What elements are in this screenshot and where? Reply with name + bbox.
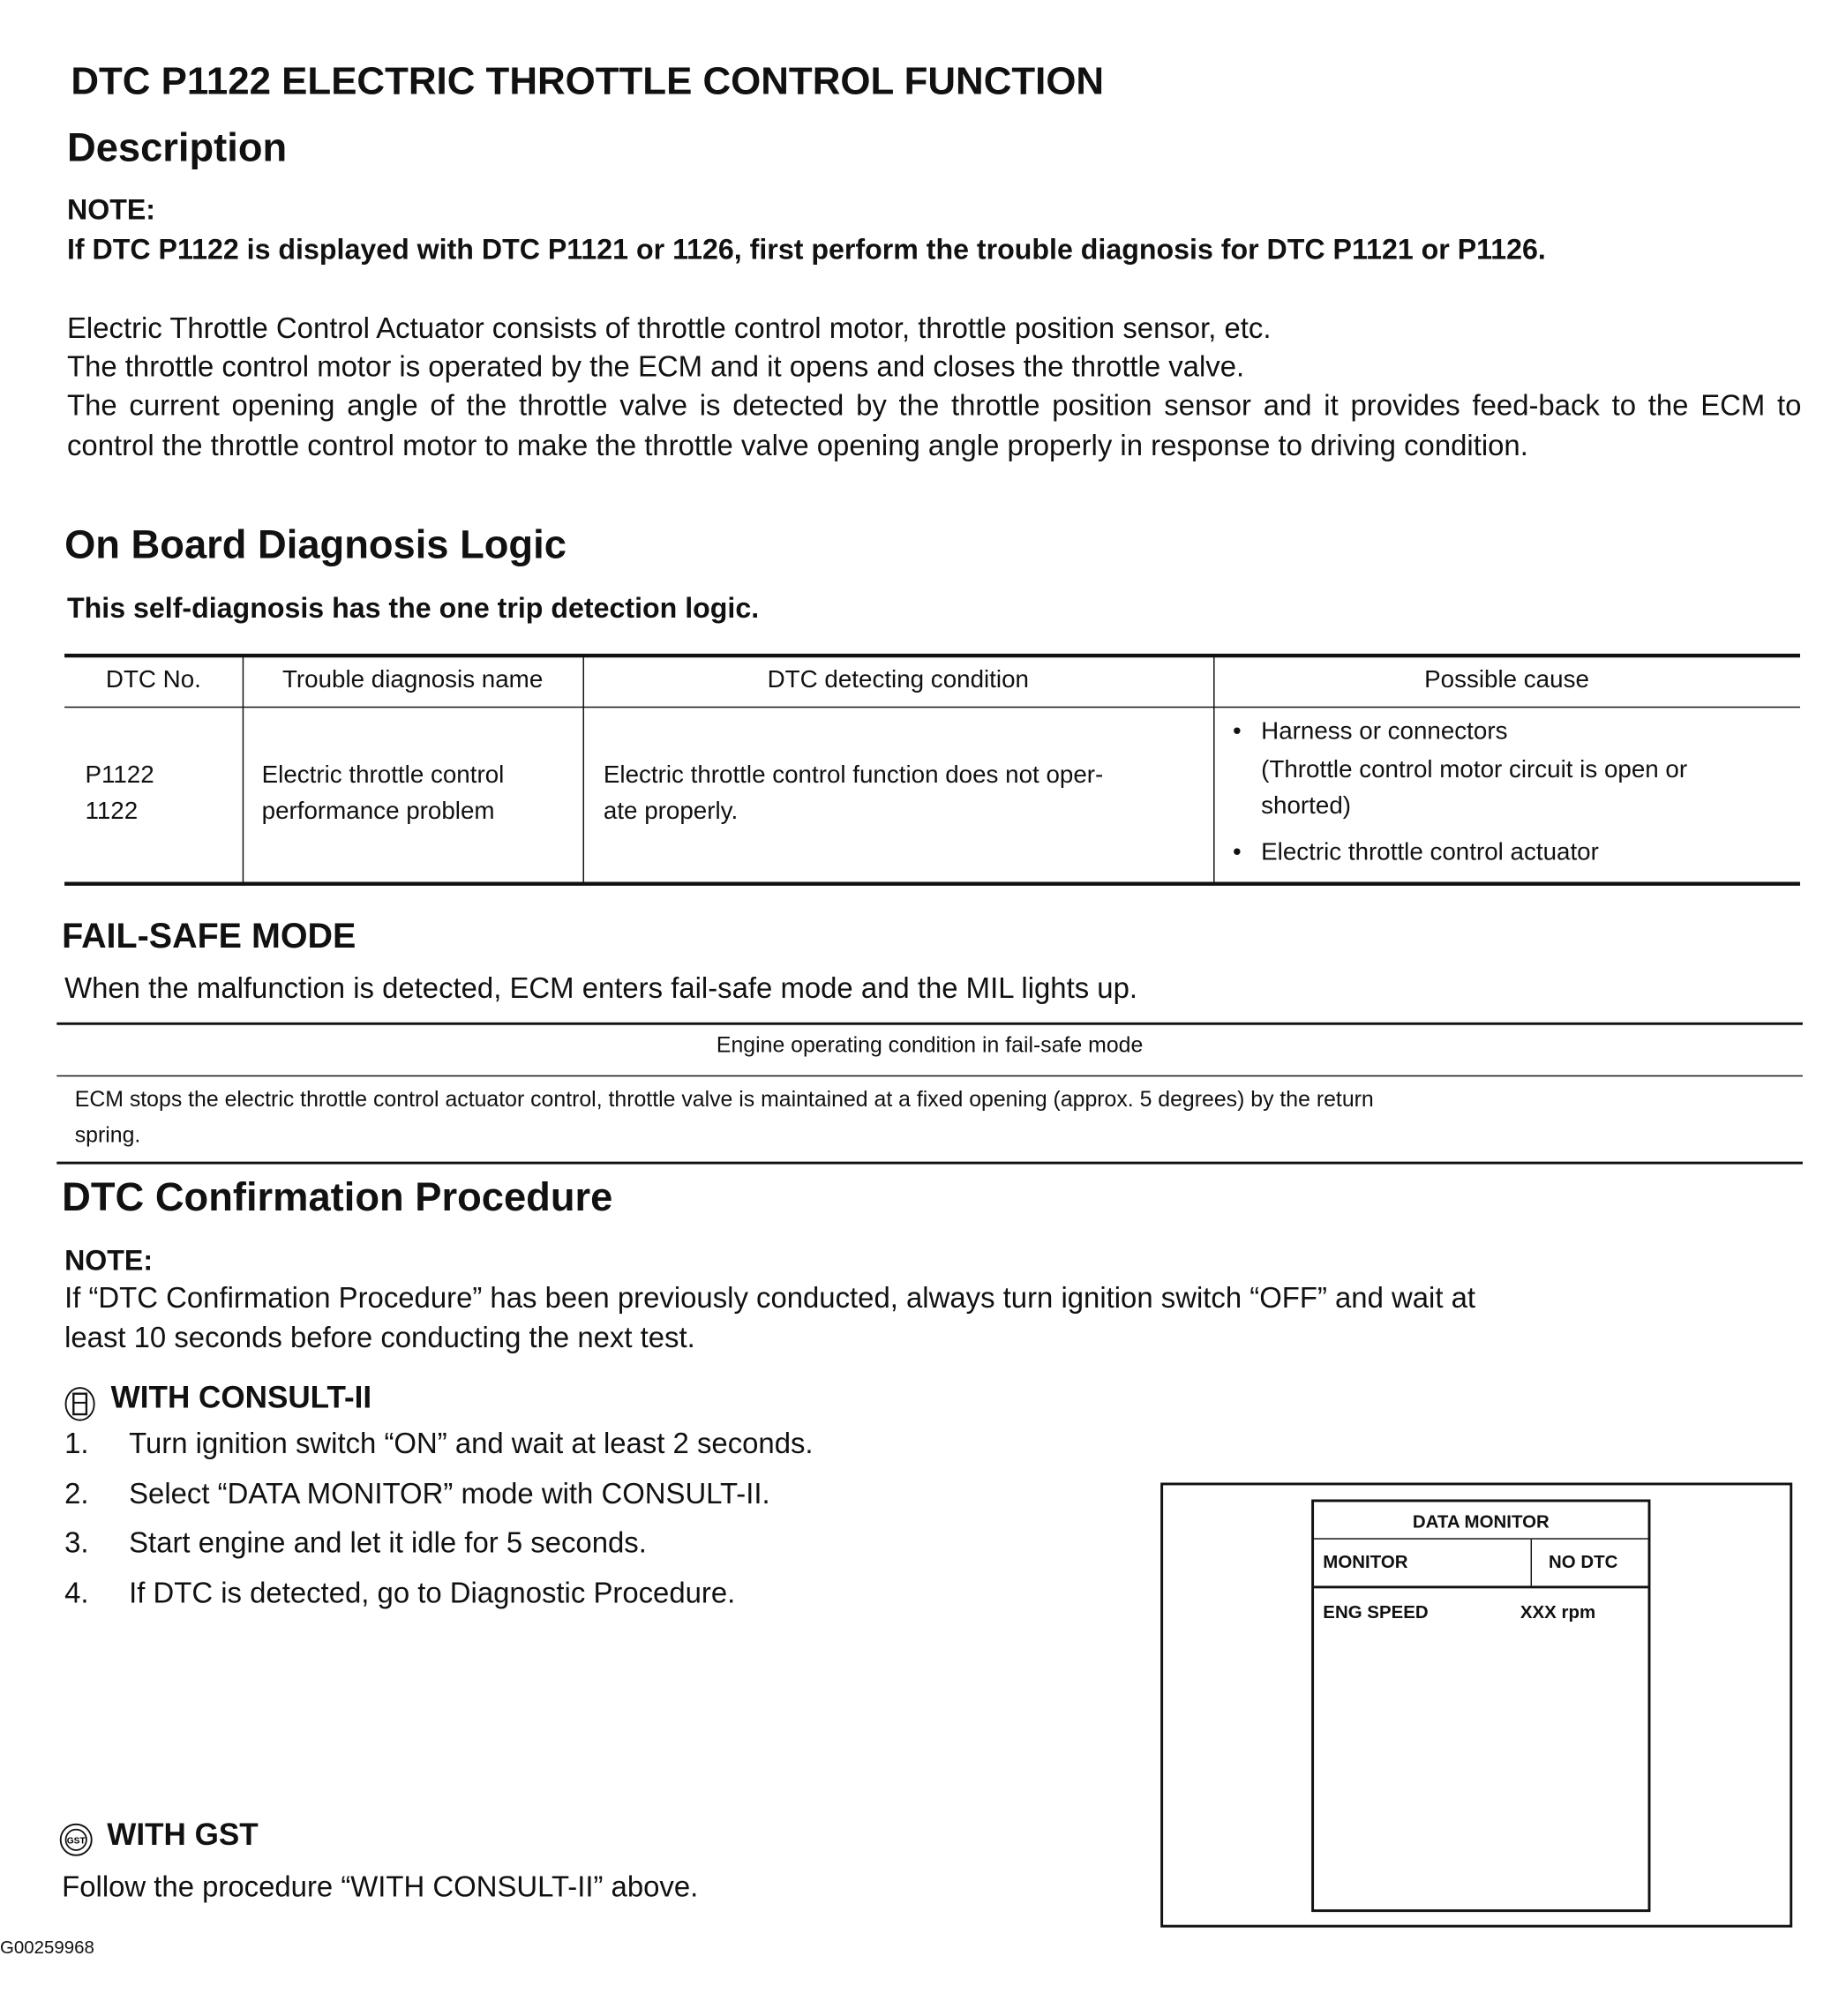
monitor-value: XXX rpm [1520, 1600, 1596, 1623]
gst-icon [58, 1822, 94, 1858]
failsafe-text: When the malfunction is detected, ECM enters fail-safe mode and the MIL lights up. [64, 971, 1138, 1005]
bullet-icon: • [1233, 717, 1242, 746]
monitor-column-label: MONITOR [1323, 1550, 1408, 1572]
cause-item: Harness or connectors [1261, 717, 1508, 746]
gst-text: Follow the procedure “WITH CONSULT-II” above. [62, 1870, 699, 1903]
step-text: Start engine and let it idle for 5 seconds. [129, 1526, 647, 1559]
note-text: If DTC P1122 is displayed with DTC P1121 or 1126, first perform the trouble diagnosis for DTC P1121 or P1126. [66, 233, 1546, 266]
confirmation-note-line: least 10 seconds before conducting the next test. [64, 1321, 695, 1354]
dtc-code: 1122 [85, 798, 139, 826]
detecting-condition: Electric throttle control function does not oper- [603, 761, 1104, 790]
header-possible-cause: Possible cause [1424, 666, 1589, 694]
description-line: The throttle control motor is operated by the ECM and it opens and closes the throttle valve. [66, 350, 1245, 384]
svg-text:GST: GST [66, 1836, 86, 1847]
figure-id: G00259968 [0, 1936, 94, 1958]
cause-detail: (Throttle control motor circuit is open or [1261, 756, 1688, 784]
header-dtc-no: DTC No. [105, 666, 201, 694]
step-text: Select “DATA MONITOR” mode with CONSULT-II. [129, 1477, 770, 1510]
consult-icon [64, 1386, 97, 1422]
step-text: If DTC is detected, go to Diagnostic Procedure. [129, 1577, 736, 1609]
header-trouble-name: Trouble diagnosis name [281, 666, 544, 694]
page-title: DTC P1122 ELECTRIC THROTTLE CONTROL FUNCTION [71, 60, 1105, 103]
step-number: 3. [64, 1526, 89, 1559]
step-number: 4. [64, 1577, 89, 1609]
failsafe-heading: FAIL-SAFE MODE [62, 916, 356, 956]
failsafe-table-header: Engine operating condition in fail-safe mode [716, 1032, 1144, 1058]
note-label: NOTE: [66, 193, 156, 226]
description-line: Electric Throttle Control Actuator consists of throttle control motor, throttle position sensor, etc. [66, 311, 1272, 345]
step-number: 2. [64, 1477, 89, 1510]
cause-detail: shorted) [1261, 792, 1352, 821]
data-monitor-screen [1311, 1499, 1650, 1912]
step-text: Turn ignition switch “ON” and wait at least 2 seconds. [129, 1427, 814, 1460]
diagnosis-name: performance problem [261, 798, 495, 826]
description-heading: Description [66, 124, 288, 170]
confirmation-note-label: NOTE: [64, 1244, 154, 1277]
consult-heading: WITH CONSULT-II [110, 1381, 372, 1416]
step-number: 1. [64, 1427, 89, 1460]
diagnosis-name: Electric throttle control [261, 761, 505, 790]
dtc-code: P1122 [85, 761, 154, 790]
description-paragraph: The current opening angle of the throttle valve is detected by the throttle position sensor and it provides feed-back to the ECM to control the throttle control motor to make the throttle valve opening angle properly in response to driving condition. [66, 389, 1802, 461]
monitor-status: NO DTC [1549, 1550, 1618, 1572]
monitor-item: ENG SPEED [1323, 1600, 1429, 1623]
detecting-condition: ate properly. [603, 798, 739, 826]
obd-heading: On Board Diagnosis Logic [64, 521, 567, 567]
confirmation-note-line: If “DTC Confirmation Procedure” has been previously conducted, always turn ignition switch “OFF” and wait at [64, 1281, 1476, 1315]
bullet-icon: • [1233, 839, 1242, 866]
monitor-title: DATA MONITOR [1314, 1502, 1647, 1539]
failsafe-table-body: spring. [74, 1122, 141, 1148]
failsafe-table-body: ECM stops the electric throttle control actuator control, throttle valve is maintained at a fixed opening (approx. 5 degrees) by the return [74, 1086, 1374, 1112]
header-condition: DTC detecting condition [767, 666, 1029, 694]
gst-heading: WITH GST [107, 1817, 259, 1853]
confirmation-heading: DTC Confirmation Procedure [62, 1174, 613, 1220]
obd-subheading: This self-diagnosis has the one trip detection logic. [66, 591, 760, 625]
cause-item: Electric throttle control actuator [1261, 839, 1599, 866]
